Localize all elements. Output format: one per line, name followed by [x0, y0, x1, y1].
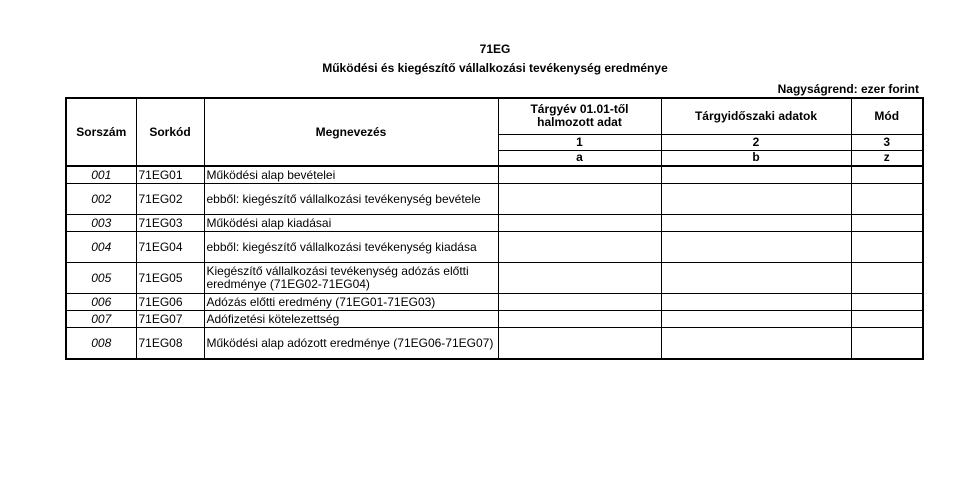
header-col3-letter: z — [851, 150, 923, 166]
page-title: Működési és kiegészítő vállalkozási tevékenység eredménye — [322, 61, 668, 75]
cell-z-input[interactable] — [851, 184, 923, 215]
table-row — [66, 215, 923, 232]
row-name: Adófizetési kötelezettség — [204, 311, 498, 328]
row-sorszam: 008 — [66, 328, 136, 360]
cell-b-input[interactable] — [661, 311, 851, 328]
table-row — [66, 294, 923, 311]
row-name: Működési alap kiadásai — [204, 215, 498, 232]
table-row — [66, 184, 923, 215]
row-sorszam: 003 — [66, 215, 136, 232]
table-row — [66, 263, 923, 294]
row-name: Kiegészítő vállalkozási tevékenység adózás előtti eredménye (71EG02-71EG04) — [204, 263, 498, 294]
cell-z-input[interactable] — [851, 215, 923, 232]
row-sorkod: 71EG06 — [136, 294, 204, 311]
row-sorszam: 004 — [66, 232, 136, 263]
table-row — [66, 311, 923, 328]
table-row — [66, 166, 923, 184]
cell-b-input[interactable] — [661, 215, 851, 232]
cell-z-input[interactable] — [851, 263, 923, 294]
report-table — [65, 97, 924, 360]
cell-a-input[interactable] — [498, 232, 661, 263]
cell-b-input[interactable] — [661, 166, 851, 184]
cell-z-input[interactable] — [851, 311, 923, 328]
cell-a-input[interactable] — [498, 328, 661, 360]
header-col1-title: Tárgyév 01.01-től halmozott adat — [498, 98, 661, 134]
row-sorszam: 001 — [66, 166, 136, 184]
cell-a-input[interactable] — [498, 294, 661, 311]
row-name: Adózás előtti eredmény (71EG01-71EG03) — [204, 294, 498, 311]
cell-z-input[interactable] — [851, 232, 923, 263]
row-sorkod: 71EG05 — [136, 263, 204, 294]
header-col3-num: 3 — [851, 134, 923, 150]
header-sorszam: Sorszám — [66, 98, 136, 166]
cell-a-input[interactable] — [498, 215, 661, 232]
row-name: ebből: kiegészítő vállalkozási tevékenység bevétele — [204, 184, 498, 215]
row-name: Működési alap bevételei — [204, 166, 498, 184]
row-sorkod: 71EG08 — [136, 328, 204, 360]
header-sorkod: Sorkód — [136, 98, 204, 166]
cell-a-input[interactable] — [498, 166, 661, 184]
row-sorkod: 71EG02 — [136, 184, 204, 215]
cell-b-input[interactable] — [661, 294, 851, 311]
cell-b-input[interactable] — [661, 328, 851, 360]
cell-b-input[interactable] — [661, 263, 851, 294]
row-name: ebből: kiegészítő vállalkozási tevékenység kiadása — [204, 232, 498, 263]
cell-b-input[interactable] — [661, 184, 851, 215]
header-megnevezes: Megnevezés — [204, 98, 498, 166]
row-sorszam: 005 — [66, 263, 136, 294]
form-code: 71EG — [479, 42, 511, 56]
header-col2-num: 2 — [661, 134, 851, 150]
cell-a-input[interactable] — [498, 263, 661, 294]
row-name: Működési alap adózott eredménye (71EG06-71EG07) — [204, 328, 498, 360]
header-col3-title: Mód — [851, 98, 923, 134]
cell-b-input[interactable] — [661, 232, 851, 263]
row-sorszam: 006 — [66, 294, 136, 311]
header-col1-letter: a — [498, 150, 661, 166]
table-row — [66, 328, 923, 360]
row-sorkod: 71EG07 — [136, 311, 204, 328]
header-col2-title: Tárgyidőszaki adatok — [661, 98, 851, 134]
cell-z-input[interactable] — [851, 166, 923, 184]
cell-a-input[interactable] — [498, 311, 661, 328]
table-row — [66, 232, 923, 263]
row-sorszam: 007 — [66, 311, 136, 328]
row-sorkod: 71EG04 — [136, 232, 204, 263]
row-sorkod: 71EG03 — [136, 215, 204, 232]
cell-z-input[interactable] — [851, 294, 923, 311]
row-sorszam: 002 — [66, 184, 136, 215]
cell-z-input[interactable] — [851, 328, 923, 360]
header-col1-num: 1 — [498, 134, 661, 150]
unit-note: Nagyságrend: ezer forint — [777, 82, 919, 96]
header-col2-letter: b — [661, 150, 851, 166]
row-sorkod: 71EG01 — [136, 166, 204, 184]
cell-a-input[interactable] — [498, 184, 661, 215]
